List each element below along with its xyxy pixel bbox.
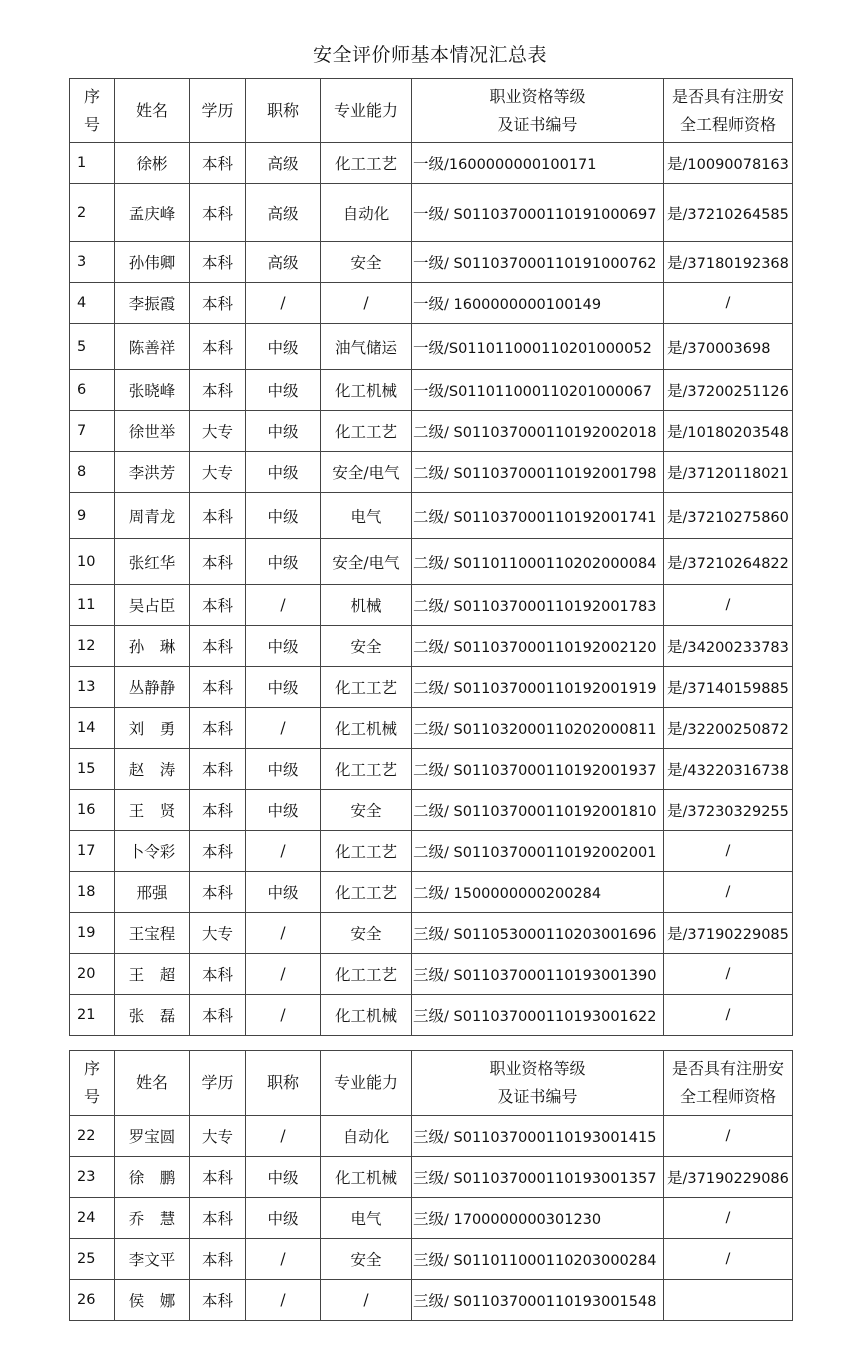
cert-level: 三级 [413, 1169, 445, 1187]
specialty: 化工机械 [321, 995, 412, 1036]
row-index: 11 [70, 585, 115, 626]
row-index: 2 [70, 184, 115, 242]
registered-engineer: / [664, 1116, 793, 1157]
person-name: 徐 鹏 [115, 1157, 190, 1198]
table-row [70, 539, 793, 585]
header-row [70, 79, 793, 143]
education: 本科 [190, 1239, 246, 1280]
row-index: 24 [70, 1198, 115, 1239]
header-education: 学历 [190, 1051, 246, 1116]
cert-number: / S011037000110192001810 [444, 804, 657, 820]
cert-level: 一级 [413, 382, 445, 400]
cert-cell [412, 1280, 664, 1321]
row-index: 12 [70, 626, 115, 667]
title-rank: 中级 [246, 872, 321, 913]
table-row [70, 493, 793, 539]
row-index: 1 [70, 143, 115, 184]
registered-engineer: 是/37210275860 [664, 493, 793, 539]
row-index: 18 [70, 872, 115, 913]
cert-cell [412, 411, 664, 452]
education: 本科 [190, 493, 246, 539]
header-rank: 职称 [246, 79, 321, 143]
registered-engineer: / [664, 1239, 793, 1280]
header-registered: 是否具有注册安 全工程师资格 [664, 1051, 793, 1116]
person-name: 李振霞 [115, 283, 190, 324]
specialty: 化工工艺 [321, 831, 412, 872]
person-name: 张晓峰 [115, 370, 190, 411]
cert-level: 二级 [413, 843, 445, 861]
registered-engineer: 是/37140159885 [664, 667, 793, 708]
header-registered: 是否具有注册安 全工程师资格 [664, 79, 793, 143]
row-index: 26 [70, 1280, 115, 1321]
specialty: 化工工艺 [321, 954, 412, 995]
cert-number: / S011037000110192001937 [444, 763, 657, 779]
registered-engineer: / [664, 872, 793, 913]
person-name: 张 磊 [115, 995, 190, 1036]
registered-engineer: 是/32200250872 [664, 708, 793, 749]
specialty: 自动化 [321, 184, 412, 242]
cert-cell [412, 1157, 664, 1198]
title-rank: / [246, 708, 321, 749]
registered-engineer: 是/37200251126 [664, 370, 793, 411]
specialty: 安全 [321, 790, 412, 831]
cert-number: / S011037000110192001741 [444, 509, 657, 526]
cert-cell [412, 324, 664, 370]
cert-cell [412, 143, 664, 184]
cert-level: 三级 [413, 1292, 445, 1310]
person-name: 王 超 [115, 954, 190, 995]
table-row [70, 242, 793, 283]
cert-cell [412, 283, 664, 324]
specialty: 化工机械 [321, 708, 412, 749]
specialty: 化工工艺 [321, 667, 412, 708]
specialty: 电气 [321, 493, 412, 539]
specialty: 安全/电气 [321, 539, 412, 585]
person-name: 侯 娜 [115, 1280, 190, 1321]
person-name: 王 贤 [115, 790, 190, 831]
cert-number: / S011011000110203000284 [444, 1253, 657, 1269]
specialty: 安全/电气 [321, 452, 412, 493]
title-rank: / [246, 1239, 321, 1280]
row-index: 25 [70, 1239, 115, 1280]
title-rank: 中级 [246, 1157, 321, 1198]
cert-number: / S011037000110193001622 [444, 1009, 657, 1025]
table-row [70, 143, 793, 184]
cert-number: / S011011000110202000084 [444, 555, 657, 572]
cert-level: 一级 [413, 295, 445, 313]
cert-level: 三级 [413, 925, 445, 943]
specialty: 安全 [321, 913, 412, 954]
cert-cell [412, 667, 664, 708]
row-index: 14 [70, 708, 115, 749]
cert-level: 二级 [413, 720, 445, 738]
registered-engineer: 是/37190229085 [664, 913, 793, 954]
cert-level: 一级 [413, 338, 445, 357]
cert-cell [412, 1198, 664, 1239]
title-rank: 中级 [246, 493, 321, 539]
registered-engineer: / [664, 283, 793, 324]
header-specialty: 专业能力 [321, 1051, 412, 1116]
title-rank: / [246, 995, 321, 1036]
cert-number: / S011037000110191000762 [444, 256, 657, 272]
table-row [70, 872, 793, 913]
cert-level: 一级 [413, 204, 445, 223]
cert-cell [412, 1116, 664, 1157]
specialty: 化工工艺 [321, 749, 412, 790]
row-index: 16 [70, 790, 115, 831]
registered-engineer: 是/37210264822 [664, 539, 793, 585]
cert-cell [412, 626, 664, 667]
cert-level: 二级 [413, 761, 445, 779]
cert-level: 二级 [413, 423, 445, 441]
education: 本科 [190, 539, 246, 585]
cert-level: 二级 [413, 464, 445, 482]
title-rank: / [246, 1280, 321, 1321]
row-index: 20 [70, 954, 115, 995]
cert-level: 三级 [413, 1251, 445, 1269]
education: 本科 [190, 831, 246, 872]
cert-number: / S011037000110191000697 [444, 206, 657, 223]
table-row [70, 411, 793, 452]
title-rank: 中级 [246, 667, 321, 708]
education: 本科 [190, 872, 246, 913]
table-row [70, 667, 793, 708]
cert-cell [412, 913, 664, 954]
cert-cell [412, 1239, 664, 1280]
education: 本科 [190, 585, 246, 626]
education: 本科 [190, 1157, 246, 1198]
table-row [70, 831, 793, 872]
cert-cell [412, 493, 664, 539]
specialty: / [321, 283, 412, 324]
registered-engineer: 是/37120118021 [664, 452, 793, 493]
person-name: 徐世举 [115, 411, 190, 452]
specialty: 油气储运 [321, 324, 412, 370]
title-rank: 高级 [246, 242, 321, 283]
education: 本科 [190, 370, 246, 411]
cert-level: 二级 [413, 884, 445, 902]
cert-cell [412, 708, 664, 749]
education: 大专 [190, 452, 246, 493]
title-rank: / [246, 954, 321, 995]
specialty: 安全 [321, 626, 412, 667]
person-name: 乔 慧 [115, 1198, 190, 1239]
specialty: 电气 [321, 1198, 412, 1239]
row-index: 3 [70, 242, 115, 283]
specialty: / [321, 1280, 412, 1321]
person-name: 张红华 [115, 539, 190, 585]
header-row [70, 1051, 793, 1116]
person-name: 赵 涛 [115, 749, 190, 790]
title-rank: 中级 [246, 1198, 321, 1239]
row-index: 10 [70, 539, 115, 585]
registered-engineer: 是/37230329255 [664, 790, 793, 831]
person-name: 丛静静 [115, 667, 190, 708]
title-rank: 中级 [246, 626, 321, 667]
cert-number: / S011037000110193001548 [444, 1294, 657, 1310]
table-row [70, 790, 793, 831]
cert-number: / S011037000110192001919 [444, 681, 657, 697]
registered-engineer: 是/370003698 [664, 324, 793, 370]
title-rank: / [246, 1116, 321, 1157]
header-name: 姓名 [115, 1051, 190, 1116]
cert-level: 二级 [413, 507, 445, 526]
row-index: 6 [70, 370, 115, 411]
table-row [70, 954, 793, 995]
row-index: 17 [70, 831, 115, 872]
education: 本科 [190, 242, 246, 283]
person-name: 罗宝圆 [115, 1116, 190, 1157]
cert-cell [412, 831, 664, 872]
table-row [70, 749, 793, 790]
cert-cell [412, 370, 664, 411]
registered-engineer: 是/37210264585 [664, 184, 793, 242]
specialty: 自动化 [321, 1116, 412, 1157]
table-row [70, 370, 793, 411]
education: 本科 [190, 790, 246, 831]
title-rank: 中级 [246, 749, 321, 790]
cert-number: / 1500000000200284 [444, 886, 602, 902]
header-cert: 职业资格等级 及证书编号 [412, 79, 664, 143]
registered-engineer: / [664, 831, 793, 872]
cert-number: / S011037000110192002018 [444, 425, 657, 441]
cert-cell [412, 452, 664, 493]
cert-level: 三级 [413, 1210, 445, 1228]
title-rank: 中级 [246, 411, 321, 452]
title-rank: 高级 [246, 184, 321, 242]
cert-number: / S011037000110193001390 [444, 968, 657, 984]
row-index: 23 [70, 1157, 115, 1198]
row-index: 22 [70, 1116, 115, 1157]
cert-cell [412, 749, 664, 790]
education: 本科 [190, 667, 246, 708]
table-row [70, 1198, 793, 1239]
row-index: 13 [70, 667, 115, 708]
registered-engineer: / [664, 585, 793, 626]
person-name: 王宝程 [115, 913, 190, 954]
title-rank: / [246, 585, 321, 626]
person-name: 李洪芳 [115, 452, 190, 493]
person-name: 邢强 [115, 872, 190, 913]
cert-level: 三级 [413, 1007, 445, 1025]
person-name: 刘 勇 [115, 708, 190, 749]
specialty: 化工工艺 [321, 143, 412, 184]
registered-engineer: 是/43220316738 [664, 749, 793, 790]
education: 本科 [190, 995, 246, 1036]
registered-engineer: 是/34200233783 [664, 626, 793, 667]
cert-number: /S011011000110201000052 [444, 340, 652, 357]
cert-cell [412, 954, 664, 995]
education: 本科 [190, 143, 246, 184]
registered-engineer: 是/37180192368 [664, 242, 793, 283]
cert-level: 三级 [413, 966, 445, 984]
header-rank: 职称 [246, 1051, 321, 1116]
education: 大专 [190, 411, 246, 452]
title-rank: 高级 [246, 143, 321, 184]
cert-level: 三级 [413, 1128, 445, 1146]
title-rank: 中级 [246, 790, 321, 831]
education: 本科 [190, 324, 246, 370]
cert-level: 一级 [413, 254, 445, 272]
cert-cell [412, 872, 664, 913]
education: 本科 [190, 1198, 246, 1239]
header-index: 序 号 [70, 79, 115, 143]
table-row [70, 913, 793, 954]
table-row [70, 626, 793, 667]
specialty: 机械 [321, 585, 412, 626]
header-name: 姓名 [115, 79, 190, 143]
table-row [70, 1239, 793, 1280]
row-index: 15 [70, 749, 115, 790]
registered-engineer: / [664, 1198, 793, 1239]
row-index: 21 [70, 995, 115, 1036]
cert-level: 二级 [413, 679, 445, 697]
education: 大专 [190, 913, 246, 954]
title-rank: 中级 [246, 452, 321, 493]
education: 本科 [190, 954, 246, 995]
registered-engineer: / [664, 995, 793, 1036]
table-row [70, 184, 793, 242]
page-title: 安全评价师基本情况汇总表 [312, 44, 547, 66]
table-row [70, 995, 793, 1036]
cert-number: / S011037000110192001798 [444, 466, 657, 482]
cert-number: / S011053000110203001696 [444, 927, 657, 943]
cert-level: 二级 [413, 597, 445, 615]
row-index: 4 [70, 283, 115, 324]
cert-level: 二级 [413, 553, 445, 572]
header-cert: 职业资格等级 及证书编号 [412, 1051, 664, 1116]
cert-cell [412, 242, 664, 283]
table-row [70, 1157, 793, 1198]
header-specialty: 专业能力 [321, 79, 412, 143]
education: 本科 [190, 1280, 246, 1321]
education: 本科 [190, 184, 246, 242]
specialty: 化工机械 [321, 1157, 412, 1198]
person-name: 陈善祥 [115, 324, 190, 370]
staff-table-2 [69, 1050, 793, 1321]
cert-number: /S011011000110201000067 [444, 384, 652, 400]
table-row [70, 708, 793, 749]
table-row [70, 1116, 793, 1157]
specialty: 安全 [321, 1239, 412, 1280]
person-name: 徐彬 [115, 143, 190, 184]
cert-number: / S011037000110193001357 [444, 1171, 657, 1187]
row-index: 9 [70, 493, 115, 539]
cert-number: / S011037000110192002120 [444, 640, 657, 656]
person-name: 孟庆峰 [115, 184, 190, 242]
cert-number: / 1600000000100149 [444, 297, 602, 313]
person-name: 李文平 [115, 1239, 190, 1280]
person-name: 孙伟卿 [115, 242, 190, 283]
registered-engineer: 是/10090078163 [664, 143, 793, 184]
person-name: 孙 琳 [115, 626, 190, 667]
cert-number: / S011037000110192002001 [444, 845, 657, 861]
cert-number: / S011037000110192001783 [444, 599, 657, 615]
cert-number: / S011032000110202000811 [444, 722, 657, 738]
cert-cell [412, 539, 664, 585]
cert-number: / 1700000000301230 [444, 1212, 602, 1228]
cert-level: 二级 [413, 802, 445, 820]
header-education: 学历 [190, 79, 246, 143]
registered-engineer: / [664, 954, 793, 995]
registered-engineer: 是/10180203548 [664, 411, 793, 452]
cert-level: 二级 [413, 638, 445, 656]
education: 本科 [190, 749, 246, 790]
specialty: 化工工艺 [321, 872, 412, 913]
title-rank: / [246, 831, 321, 872]
staff-table-1 [69, 78, 793, 1036]
person-name: 吴占臣 [115, 585, 190, 626]
row-index: 5 [70, 324, 115, 370]
cert-cell [412, 184, 664, 242]
education: 大专 [190, 1116, 246, 1157]
education: 本科 [190, 708, 246, 749]
specialty: 安全 [321, 242, 412, 283]
person-name: 卜令彩 [115, 831, 190, 872]
registered-engineer: 是/37190229086 [664, 1157, 793, 1198]
row-index: 19 [70, 913, 115, 954]
table-row [70, 324, 793, 370]
row-index: 7 [70, 411, 115, 452]
title-rank: 中级 [246, 539, 321, 585]
specialty: 化工工艺 [321, 411, 412, 452]
row-index: 8 [70, 452, 115, 493]
cert-number: /1600000000100171 [444, 157, 597, 173]
person-name: 周青龙 [115, 493, 190, 539]
specialty: 化工机械 [321, 370, 412, 411]
cert-number: / S011037000110193001415 [444, 1130, 657, 1146]
cert-cell [412, 790, 664, 831]
cert-cell [412, 585, 664, 626]
title-rank: / [246, 283, 321, 324]
education: 本科 [190, 626, 246, 667]
title-rank: / [246, 913, 321, 954]
title-rank: 中级 [246, 370, 321, 411]
title-rank: 中级 [246, 324, 321, 370]
table-row [70, 585, 793, 626]
header-index: 序 号 [70, 1051, 115, 1116]
cert-cell [412, 995, 664, 1036]
table-row [70, 283, 793, 324]
education: 本科 [190, 283, 246, 324]
table-row [70, 452, 793, 493]
registered-engineer [664, 1280, 793, 1321]
table-row [70, 1280, 793, 1321]
cert-level: 一级 [413, 155, 445, 173]
